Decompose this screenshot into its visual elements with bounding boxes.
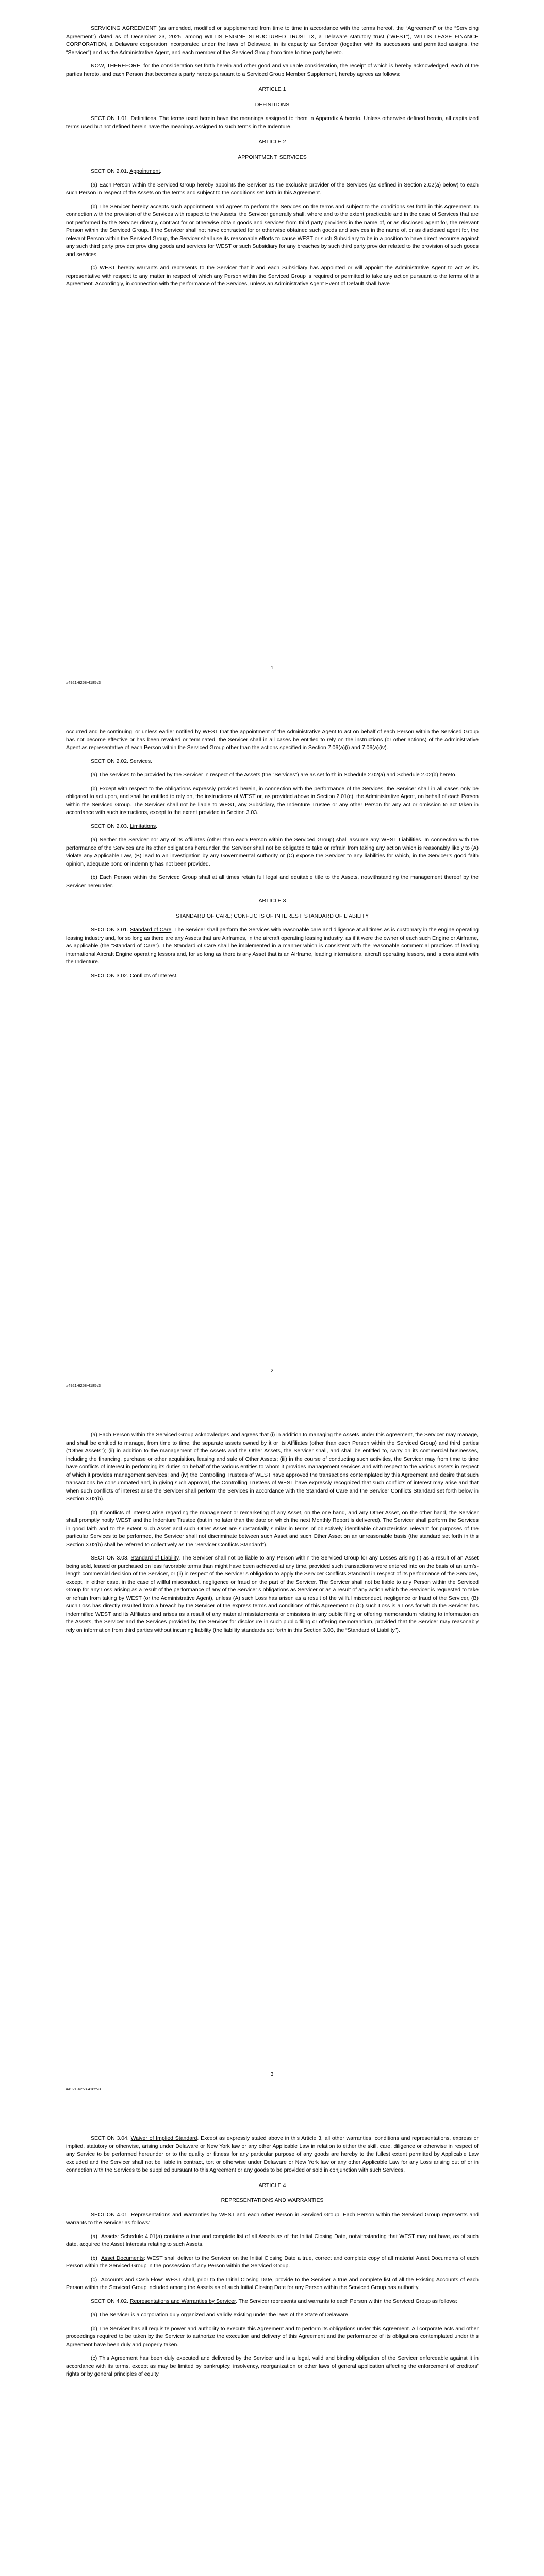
section-text: . Each Person within the Serviced Group represents and warrants to the Servicer as follows: [66, 2211, 479, 2226]
section-number: SECTION 1.01. [91, 115, 129, 122]
page-number: 3 [270, 2071, 274, 2077]
section-title: Services [129, 758, 151, 765]
section-text: . [176, 972, 178, 979]
section-paragraph [66, 972, 479, 980]
document-id: #4921-6258-4185v3 [66, 2087, 101, 2091]
section-text: . The Servicer shall not be liable to any Person within the Serviced Group for any Losses arising (i) as a result of an Asset being sold, leased or purchased on less favorable terms than might have been achieved at any time, provided such transactions were entered into on the basis of an arm’s-length commercial decision of the Servicer, or (ii) in respect of the Servicer’s obligation to apply the Servicer Conflicts Standard in respect of its performance of the Services, except, in either case, in the case of willful misconduct, negligence or fraud on the part of the Servicer. The Servicer shall not be liable to any Person within the Serviced Group for any Loss arising as a result of the performance of any of the Servicer’s obligations as Servicer or as a result of any action which the Servicer is requested to take or refrain from taking by WEST (or the Administrative Agent), unless (A) such Loss has arisen as a result of the willful misconduct, negligence or fraud of the Servicer, (B) such Loss has directly resulted from a breach by the Servicer of the express terms and conditions of this Agreement or (C) such Loss is a Loss for which the Servicer has indemnified WEST and its Affiliates and arises as a result of any material misstatements or omissions in any public filing or offering memorandum relating to information on the Assets, the Servicer and the Services provided by the Servicer for disclosure in such public filing or offering memorandum, provided that the Servicer may reasonably rely on information from third parties without incurring liability (the liability standards set forth in this Section 3.03, the “Standard of Liability”). [66, 1555, 479, 1633]
subsection-title: Assets [101, 2233, 118, 2240]
article-title: STANDARD OF CARE; CONFLICTS OF INTEREST; STANDARD OF LIABILITY [175, 912, 369, 919]
page-number: 1 [270, 665, 274, 671]
document-id: #4921-6258-4185v3 [66, 680, 101, 685]
article-heading: ARTICLE 1 [258, 86, 286, 92]
paragraph: (b) Except with respect to the obligations expressly provided herein, in connection with the performance of the Services, the Servicer shall in all cases only be obligated to act upon, and shall be entitled to rely on, the instructions of WEST or, as provided above in Section 2.01(c), the Administrative Agent, on behalf of each Person within the Serviced Group. The Servicer shall not be liable to WEST, any Subsidiary, the Indenture Trustee or any other Person for any act or omission to act taken in accordance with such instructions, except to the extent provided in Section 3.03. [66, 785, 479, 816]
section-title: Waiver of Implied Standard [130, 2135, 197, 2141]
section-text: . The terms used herein have the meanings assigned to them in Appendix A hereto. Unless otherwise defined herein, all capitalized terms used but not defined herein have the meanings assigned to such terms in the Indenture. [66, 115, 479, 130]
section-text: . [160, 168, 162, 174]
section-title: Appointment [129, 168, 160, 174]
subsection-text: : WEST shall, prior to the Initial Closing Date, provide to the Servicer a true and complete list of all the Existing Accounts of each Person within the Serviced Group included among the Assets as of such Initial Closing Date for any Person within the Serviced Group has authority. [66, 2276, 479, 2291]
article-heading: ARTICLE 4 [258, 2182, 286, 2189]
paragraph: (a) The Servicer is a corporation duly organized and validly existing under the laws of the State of Delaware. [91, 2312, 350, 2318]
section-number: SECTION 2.03. [91, 823, 128, 829]
section-paragraph [66, 823, 479, 831]
paragraph: occurred and be continuing, or unless earlier notified by WEST that the appointment of the Administrative Agent to act on behalf of each Person within the Serviced Group has not become effective or has been revoked or terminated, the Servicer shall in all cases be entitled to rely on the instructions (or other actions) of the Administrative Agent as representative of each Person within the Serviced Group other than the actions specified in Section 7.06(a)(i) and 7.06(a)(iv). [66, 728, 479, 751]
paragraph: (a) Each Person within the Serviced Group acknowledges and agrees that (i) in addition to managing the Assets under this Agreement, the Servicer may manage, and shall be entitled to manage, from time to time, the separate assets owned by it or its Affiliates (other than each Person within the Serviced Group) and third parties (“Other Assets”); (ii) in addition to the management of the Assets and the Other Assets, the Servicer shall, and shall be entitled to, carry on its commercial businesses, including the financing, purchase or other acquisition, leasing and sale of Other Assets; (iii) in the course of conducting such activities, the Servicer may from time to time have conflicts of interest in performing its duties on behalf of the various entities to whom it provides management services and with respect to the various assets in respect of which it provides management services; and (iv) the Controlling Trustees of WEST have approved the transactions contemplated by this Agreement and desire that such transactions be consummated and, in giving such approval, the Controlling Trustees of WEST have expressly recognized that such conflicts of interest may arise and that when such conflicts of interest arise the Servicer shall perform the Services in accordance with the Standard of Care and the Servicer Conflicts Standard set forth below in Section 3.02(b). [66, 1432, 479, 1502]
page-content [66, 25, 479, 294]
page-content [66, 1431, 479, 1640]
subsection-label: (c) [91, 2276, 97, 2283]
section-text: . The Servicer represents and warrants to each Person within the Serviced Group as follows: [235, 2298, 457, 2304]
page-content [66, 2134, 479, 2384]
subsection-paragraph [66, 2276, 479, 2292]
subsection-label: (a) [91, 2233, 97, 2240]
paragraph: NOW, THEREFORE, for the consideration set forth herein and other good and valuable consideration, the receipt of which is hereby acknowledged, each of the parties hereto, and each Person that becomes a party hereto pursuant to a Serviced Group Member Supplement, hereby agrees as follows: [66, 63, 479, 77]
subsection-text: : Schedule 4.01(a) contains a true and complete list of all Assets as of the Initial Closing Date, notwithstanding that WEST may not have, as of such date, acquired the Asset Interests relating to such Assets. [66, 2233, 479, 2247]
article-heading: ARTICLE 2 [258, 139, 286, 145]
section-text: . [151, 758, 153, 765]
section-paragraph [66, 1554, 479, 1634]
section-paragraph [66, 2298, 479, 2306]
article-heading: ARTICLE 3 [258, 897, 286, 904]
section-number: SECTION 2.01. [91, 168, 128, 174]
paragraph: SERVICING AGREEMENT (as amended, modified or supplemented from time to time in accordance with the terms hereof, the “Agreement” or the “Servicing Agreement”) dated as of December 23, 2025, among WILLIS ENGINE STRUCTURED TRUST IX, a Delaware statutory trust (“WEST”), WILLIS LEASE FINANCE CORPORATION, a Delaware corporation incorporated under the laws of Delaware, in its capacity as Servicer (together with its successors and permitted assigns, the “Servicer”) and as the Administrative Agent, and each member of the Serviced Group from time to time party hereto. [66, 25, 479, 56]
section-paragraph [66, 758, 479, 766]
section-number: SECTION 3.02. [91, 972, 128, 979]
paragraph: (b) Each Person within the Serviced Group shall at all times retain full legal and equitable title to the Assets, notwithstanding the management thereof by the Servicer hereunder. [66, 874, 479, 889]
document-id: #4921-6258-4185v3 [66, 1383, 101, 1388]
paragraph: (a) Neither the Servicer nor any of its Affiliates (other than each Person within the Serviced Group) shall assume any WEST Liabilities. In connection with the performance of the Services and its other obligations hereunder, the Servicer shall not be obligated to take or refrain from taking any action which is reasonably likely to (A) violate any Applicable Law, (B) lead to an investigation by any Governmental Authority or (C) expose the Servicer to any liabilities for which, in the Servicer’s good faith opinion, adequate bond or indemnity has not been provided. [66, 837, 479, 867]
section-number: SECTION 4.02. [91, 2298, 128, 2304]
section-text: . [156, 823, 157, 829]
subsection-paragraph [66, 2255, 479, 2270]
subsection-label: (b) [91, 2255, 97, 2261]
section-title: Limitations [129, 823, 156, 829]
subsection-title: Asset Documents [101, 2255, 144, 2261]
section-text: . Except as expressly stated above in this Article 3, all other warranties, conditions and representations, express or implied, statutory or otherwise, arising under Delaware or New York law or any other Applicable Law in relation to either the skill, care, diligence or otherwise in respect of any Service to be performed hereunder or to the quality or fitness for any particular purpose of any goods are hereby to the fullest extent permitted by Applicable Law excluded and the Servicer shall not be liable in contract, tort or otherwise under Delaware or New York law or any other Applicable Law for any Loss arising out of or in connection with the Services to be supplied pursuant to this Agreement or any goods to be provided or sold in conjunction with such Services. [66, 2135, 479, 2173]
section-number: SECTION 3.01. [91, 927, 129, 933]
section-title: Representations and Warranties by WEST and each other Person in Serviced Group [130, 2211, 340, 2218]
article-title: DEFINITIONS [255, 101, 290, 108]
section-number: SECTION 2.02. [91, 758, 128, 765]
paragraph: (a) Each Person within the Serviced Group hereby appoints the Servicer as the exclusive provider of the Services (as defined in Section 2.02(a) below) to each such Person in respect of the Assets on the terms and subject to the conditions set forth in this Agreement. [66, 181, 479, 196]
subsection-title: Accounts and Cash Flow [101, 2276, 162, 2283]
section-paragraph [66, 926, 479, 967]
paragraph: (b) The Servicer has all requisite power and authority to execute this Agreement and to perform its obligations under this Agreement. All corporate acts and other proceedings required to be taken by the Servicer to authorize the execution and delivery of this Agreement and the performance of its obligations contemplated under this Agreement have been duly and properly taken. [66, 2325, 479, 2348]
section-title: Definitions [130, 115, 156, 122]
document-page [0, 0, 544, 703]
document-page [0, 1406, 544, 2110]
section-paragraph [66, 2211, 479, 2227]
section-number: SECTION 4.01. [91, 2211, 129, 2218]
section-paragraph [66, 2134, 479, 2175]
section-number: SECTION 3.04. [91, 2135, 129, 2141]
paragraph: (c) WEST hereby warrants and represents to the Servicer that it and each Subsidiary has appointed or will appoint the Administrative Agent to act as its representative with respect to any matter in respect of which any Person within the Serviced Group is required or permitted to take any action pursuant to the terms of this Agreement. Accordingly, in connection with the performance of the Services, unless an Administrative Agent Event of Default shall have [66, 265, 479, 287]
page-number: 2 [270, 1368, 274, 1374]
section-text: . The Servicer shall perform the Services with reasonable care and diligence at all times as is customary in the engine operating leasing industry and, for so long as there are any Assets that are Airframes, in the aircraft operating leasing industry, as if it were the owner of each such Engine or Airframe, as applicable (the “Standard of Care”). The Standard of Care shall be implemented in a manner which is consistent with the reasonable commercial practices of leading international Aircraft Engine operating lessors and, for so long as there is any Asset that is an Airframe, leading international aircraft operating lessors, and is consistent with the Indenture. [66, 927, 479, 965]
section-paragraph [66, 167, 479, 176]
paragraph: (b) The Servicer hereby accepts such appointment and agrees to perform the Services on the terms and subject to the conditions set forth in this Agreement. In connection with the provision of the Services with respect to the Assets, the Servicer generally shall, where and to the extent practicable and in the case of Services that are not performed by the Servicer directly, contract for or otherwise obtain goods and services from third party providers in the name of, or as disclosed agent for, the relevant Person within the Serviced Group. If the Servicer shall not have contracted for or otherwise obtained such goods and services in the name of, or as disclosed agent for, the relevant Person within the Serviced Group, the Servicer shall use its reasonable efforts to cause WEST or such Subsidiary to be in a position to have direct recourse against any such third party provider providing goods and services for WEST or such Subsidiary for any breaches by such third party provider related to the provision of such goods and services. [66, 203, 479, 258]
document-page [0, 703, 544, 1406]
page-content [66, 728, 479, 986]
section-title: Standard of Care [130, 927, 172, 933]
paragraph: (c) This Agreement has been duly executed and delivered by the Servicer and is a legal, valid and binding obligation of the Servicer enforceable against it in accordance with its terms, except as may be limited by bankruptcy, insolvency, reorganization or other laws of general application affecting the enforcement of creditors’ rights or by general principles of equity. [66, 2355, 479, 2377]
paragraph: (a) The services to be provided by the Servicer in respect of the Assets (the “Services”) are as set forth in Schedule 2.02(a) and Schedule 2.02(b) hereto. [91, 772, 457, 778]
section-title: Conflicts of Interest [129, 972, 176, 979]
subsection-text: : WEST shall deliver to the Servicer on the Initial Closing Date a true, correct and complete copy of all material Asset Documents of each Person within the Serviced Group in the possession of any Person within the Serviced Group. [66, 2255, 479, 2269]
section-number: SECTION 3.03. [91, 1555, 129, 1561]
subsection-paragraph [66, 2233, 479, 2249]
section-title: Standard of Liability [130, 1555, 179, 1561]
paragraph: (b) If conflicts of interest arise regarding the management or remarketing of any Asset, on the one hand, and any Other Asset, on the other hand, the Servicer shall promptly notify WEST and the Indenture Trustee (but in no later than the date on which the next Monthly Report is delivered). The Servicer shall perform the Services in good faith and to the extent such Asset and such Other Asset are substantially similar in terms of objectively identifiable characteristics relevant for purposes of the particular Services to be performed, the Servicer shall not discriminate between such Asset and such Other Asset on an unreasonable basis (the standard set forth in this Section 3.02(b) shall be referred to collectively as the “Servicer Conflicts Standard”). [66, 1509, 479, 1548]
article-title: APPOINTMENT; SERVICES [238, 154, 307, 160]
document-page [0, 2110, 544, 2576]
section-paragraph [66, 115, 479, 131]
section-title: Representations and Warranties by Servicer [129, 2298, 236, 2304]
article-title: REPRESENTATIONS AND WARRANTIES [221, 2197, 324, 2204]
